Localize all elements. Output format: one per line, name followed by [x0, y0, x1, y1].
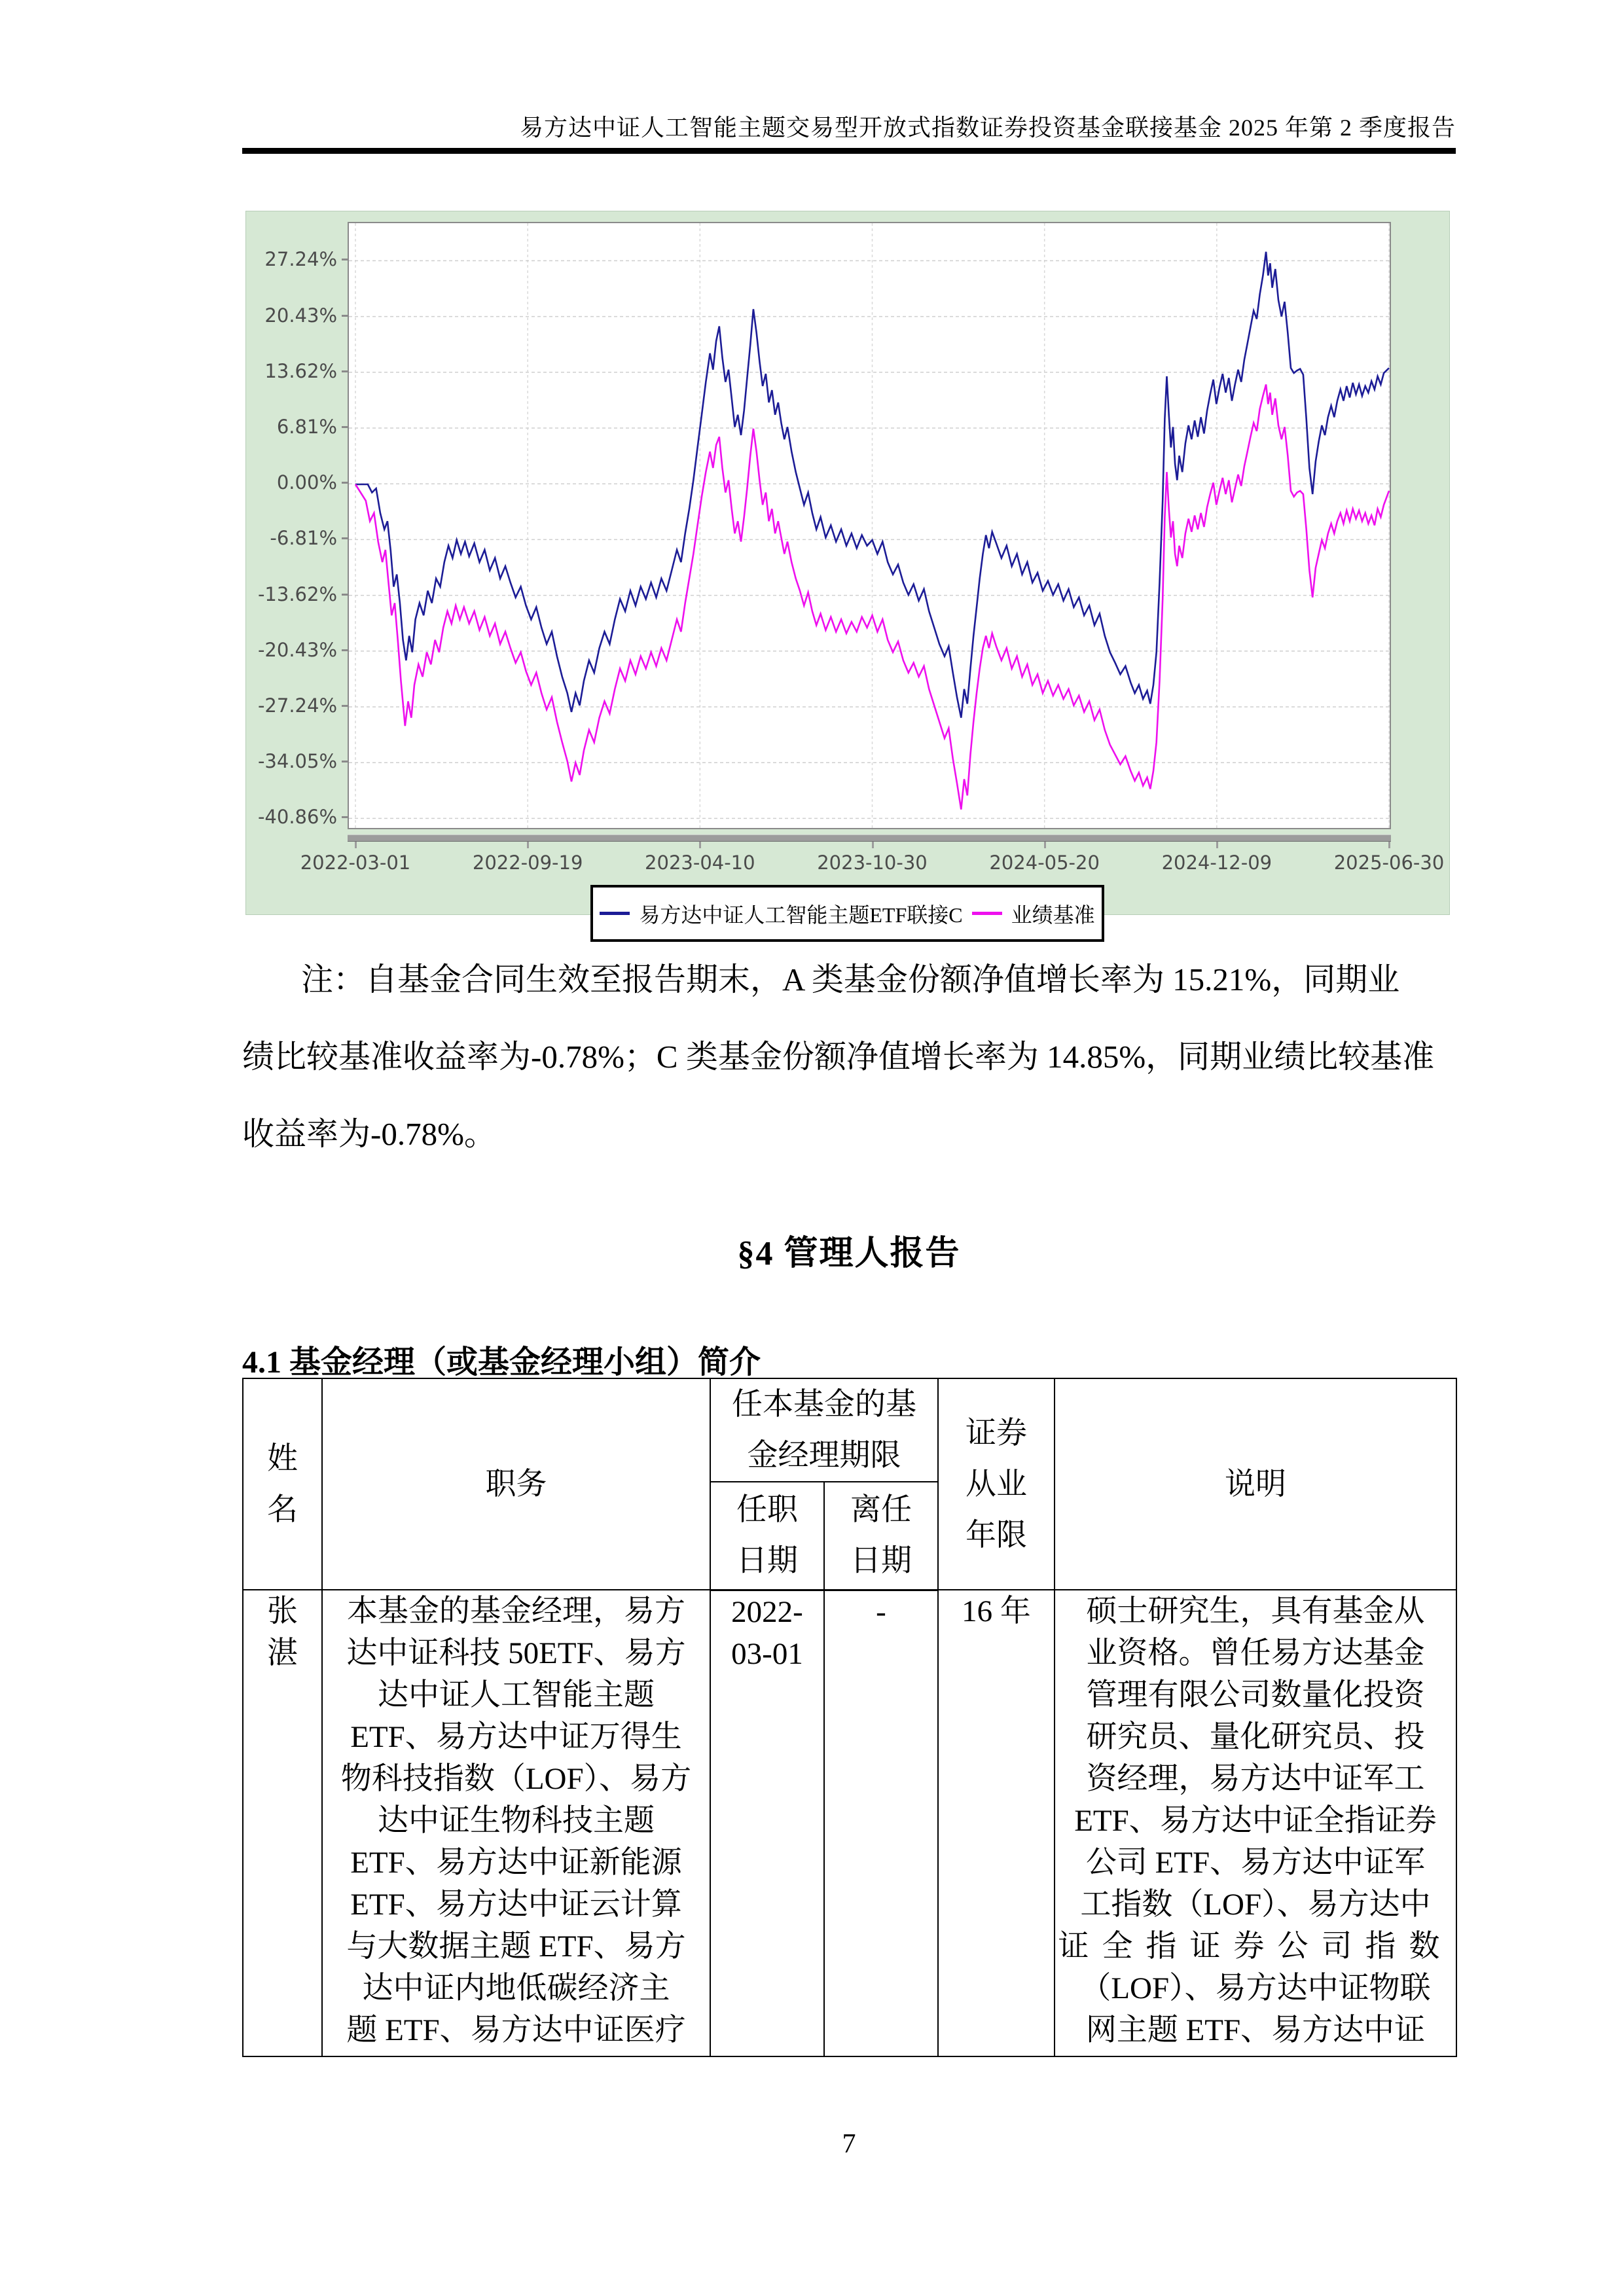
y-axis-tick-label: -6.81%: [270, 527, 337, 550]
text-line: 达中证内地低碳经济主: [362, 1971, 670, 2005]
y-axis-tick-label: -34.05%: [257, 750, 337, 773]
y-axis-tick: [342, 594, 348, 596]
y-axis-tick: [342, 259, 348, 260]
chart-lines: [349, 223, 1390, 828]
text-line: 证全指证券公司指数: [1058, 1929, 1453, 1964]
header-name: [243, 1378, 322, 1590]
cell-manager-position: [322, 1590, 710, 2056]
x-axis-tick-label: 2023-10-30: [817, 852, 928, 874]
page-number: 7: [842, 2129, 856, 2159]
y-axis-tick: [342, 315, 348, 317]
text-line: 管理有限公司数量化投资: [1086, 1678, 1425, 1712]
x-axis-tick: [1044, 842, 1046, 848]
x-axis-tick: [527, 842, 529, 848]
text-line: 硕士研究生，具有基金从: [1086, 1594, 1425, 1628]
y-axis-tick: [342, 761, 348, 762]
text-line: 张: [267, 1594, 298, 1628]
section-4-1-title: 4.1 基金经理（或基金经理小组）简介: [242, 1345, 761, 1380]
cell-description: [1055, 1590, 1456, 2056]
y-axis-tick-label: 0.00%: [276, 471, 337, 494]
y-axis-tick: [342, 649, 348, 651]
y-axis-tick-label: 13.62%: [264, 359, 337, 382]
text-line: 日期: [850, 1544, 912, 1579]
note-line-2: 绩比较基准收益率为-0.78%；C 类基金份额净值增长率为 14.85%，同期业绩比较基准: [242, 1039, 1435, 1075]
benchmark-line-swatch: [972, 912, 1002, 915]
fund-legend-label: 易方达中证人工智能主题ETF联接C: [639, 903, 963, 927]
text-line: 达中证生物科技主题: [378, 1804, 655, 1838]
x-axis-bar: [348, 834, 1391, 842]
text-line: 2022-: [731, 1594, 803, 1629]
fund-line-swatch: [600, 912, 630, 915]
benchmark-legend-label: 业绩基准: [1011, 903, 1095, 927]
text-line: 研究员、量化研究员、投: [1086, 1720, 1425, 1754]
fund-manager-table: [242, 1378, 1457, 2057]
x-axis-tick: [1388, 842, 1390, 848]
header-years: [938, 1378, 1055, 1590]
text-line: 工指数（LOF）、易方达中: [1080, 1888, 1431, 1922]
x-axis-tick: [872, 842, 874, 848]
text-line: 离任: [850, 1493, 912, 1528]
cell-years: 16 年: [938, 1590, 1055, 2056]
text-line: （LOF）、易方达中证物联: [1080, 1971, 1431, 2005]
y-axis-tick: [342, 370, 348, 372]
y-axis-tick: [342, 426, 348, 428]
y-axis-tick-label: -27.24%: [257, 694, 337, 717]
header-position: 职务: [322, 1378, 710, 1590]
text-line: 金经理期限: [747, 1439, 901, 1473]
x-axis-tick-label: 2022-03-01: [300, 852, 411, 874]
text-line: 业资格。曾任易方达基金: [1086, 1636, 1425, 1670]
x-axis-tick: [1216, 842, 1218, 848]
note-line-3: 收益率为-0.78%。: [242, 1116, 496, 1152]
text-line: 证券: [965, 1416, 1027, 1450]
text-line: 日期: [736, 1544, 798, 1579]
x-axis-tick-label: 2024-12-09: [1161, 852, 1272, 874]
text-line: 资经理，易方达中证军工: [1086, 1762, 1425, 1796]
text-line: 湛: [267, 1636, 298, 1670]
text-line: ETF、易方达中证万得生: [350, 1720, 682, 1754]
y-axis-tick-label: -13.62%: [257, 583, 337, 605]
text-line: ETF、易方达中证新能源: [350, 1846, 682, 1880]
x-axis-tick-label: 2024-05-20: [989, 852, 1100, 874]
text-line: 物科技指数（LOF）、易方: [340, 1762, 692, 1796]
x-axis-tick-label: 2025-06-30: [1333, 852, 1445, 874]
header-start-date: [710, 1482, 824, 1590]
text-line: 本基金的基金经理，易方: [347, 1594, 685, 1628]
text-line: 达中证人工智能主题: [378, 1678, 655, 1712]
header-rule: [242, 148, 1456, 154]
cell-end-date: -: [824, 1590, 938, 2056]
chart-plot-area: [348, 222, 1391, 829]
note-line-1: 注：自基金合同生效至报告期末，A 类基金份额净值增长率为 15.21%，同期业: [301, 961, 1400, 997]
text-line: 从业: [965, 1467, 1027, 1501]
text-line: 姓: [267, 1441, 298, 1476]
chart-legend: [590, 885, 1104, 942]
text-line: 任职: [736, 1493, 798, 1528]
chart-note: [242, 941, 1456, 1173]
header-desc: 说明: [1055, 1378, 1456, 1590]
x-axis-tick: [699, 842, 701, 848]
y-axis-tick-label: 6.81%: [276, 416, 337, 438]
cell-start-date: [710, 1590, 824, 2056]
cell-manager-name: [243, 1590, 322, 2056]
y-axis-tick: [342, 537, 348, 539]
text-line: 名: [267, 1492, 298, 1527]
page-header-title: 易方达中证人工智能主题交易型开放式指数证券投资基金联接基金 2025 年第 2 季度报告: [519, 115, 1456, 141]
performance-chart: [245, 211, 1450, 927]
text-line: 与大数据主题 ETF、易方: [346, 1929, 686, 1964]
text-line: ETF、易方达中证全指证券: [1074, 1804, 1437, 1838]
text-line: 公司 ETF、易方达中证军: [1085, 1846, 1426, 1880]
section-4-title: §4 管理人报告: [737, 1235, 961, 1272]
x-axis-tick-label: 2023-04-10: [645, 852, 755, 874]
y-axis-tick-label: -20.43%: [257, 638, 337, 661]
y-axis-tick-label: 20.43%: [264, 304, 337, 327]
text-line: 达中证科技 50ETF、易方: [346, 1636, 686, 1670]
text-line: 网主题 ETF、易方达中证: [1085, 2013, 1426, 2047]
y-axis-tick-label: -40.86%: [257, 806, 337, 829]
header-term: [710, 1378, 938, 1482]
text-line: 年限: [965, 1518, 1027, 1552]
header-end-date: [824, 1482, 938, 1590]
y-axis-tick: [342, 482, 348, 484]
y-axis-tick: [342, 816, 348, 818]
text-line: 题 ETF、易方达中证医疗: [346, 2013, 686, 2047]
x-axis-tick: [355, 842, 357, 848]
text-line: ETF、易方达中证云计算: [350, 1888, 682, 1922]
text-line: 任本基金的基: [732, 1388, 916, 1422]
text-line: 03-01: [731, 1636, 803, 1671]
y-axis-tick: [342, 705, 348, 707]
x-axis-tick-label: 2022-09-19: [472, 852, 583, 874]
y-axis-tick-label: 27.24%: [264, 248, 337, 271]
